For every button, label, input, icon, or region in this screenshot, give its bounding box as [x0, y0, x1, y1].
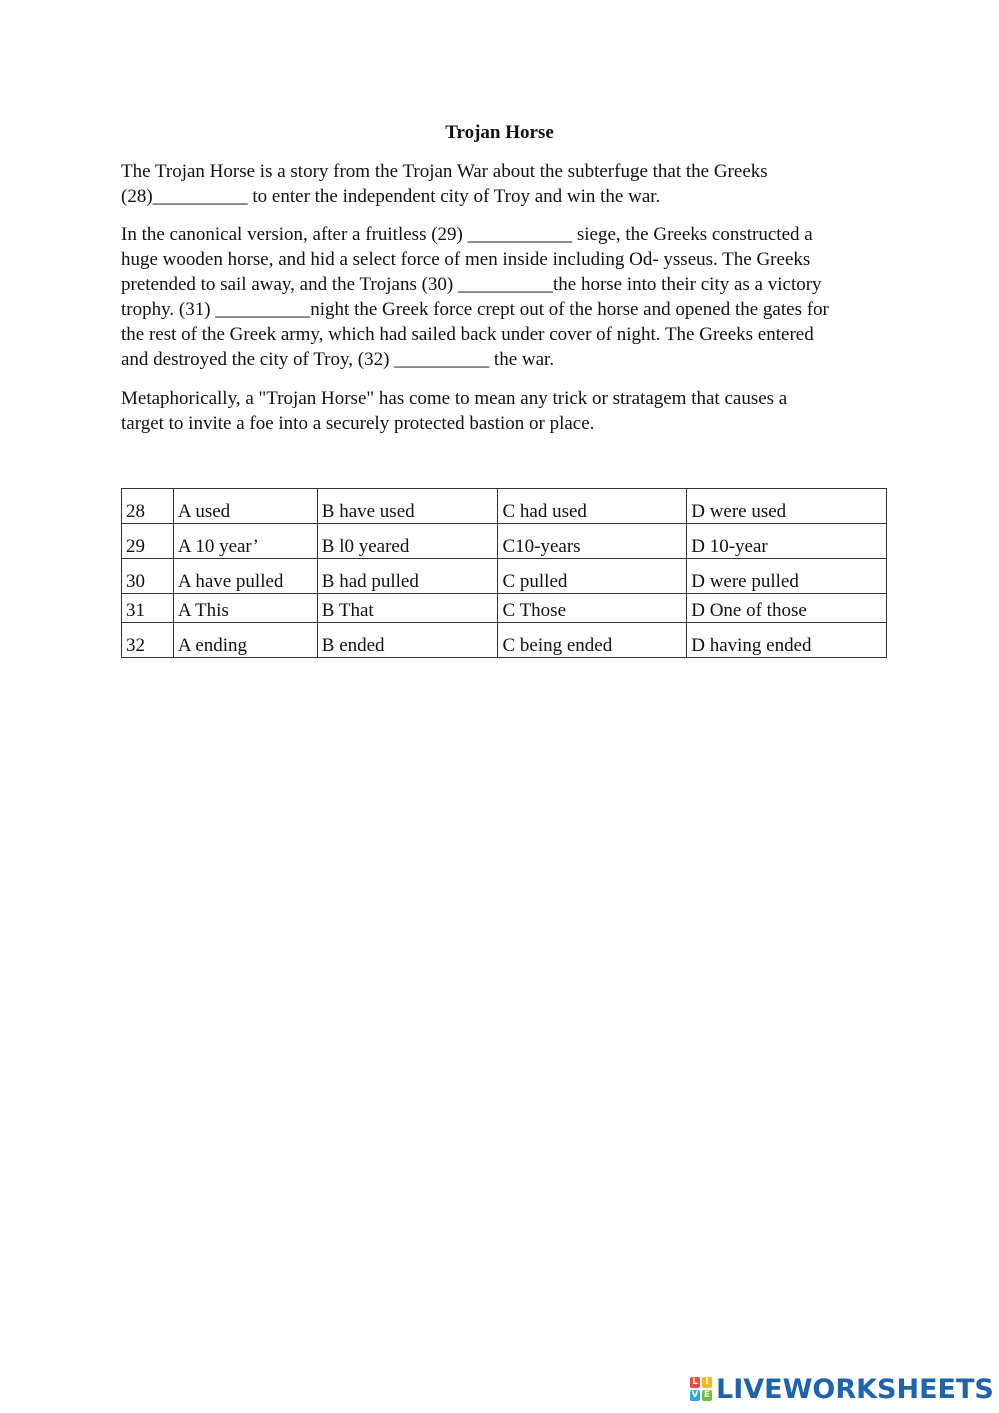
- option-d: D having ended: [687, 623, 887, 658]
- option-c: C being ended: [498, 623, 687, 658]
- option-d: D were pulled: [687, 559, 887, 594]
- text-line: pretended to sail away, and the Trojans (30) __________the horse into their city as a victory: [121, 274, 822, 295]
- table-row: [122, 623, 887, 658]
- option-a: A This: [173, 594, 317, 623]
- option-a: A ending: [173, 623, 317, 658]
- question-number: 30: [122, 559, 174, 594]
- paragraph-canonical-version: [121, 222, 881, 372]
- text-line: huge wooden horse, and hid a select force of men inside including Od- ysseus. The Greeks: [121, 249, 811, 270]
- question-number: 29: [122, 524, 174, 559]
- option-c: C Those: [498, 594, 687, 623]
- logo-mark-icon: [690, 1377, 712, 1401]
- paragraph-intro: [121, 159, 881, 209]
- option-c: C had used: [498, 489, 687, 524]
- option-c: C pulled: [498, 559, 687, 594]
- text-line: trophy. (31) __________night the Greek force crept out of the horse and opened the gates for: [121, 299, 829, 320]
- option-b: B have used: [317, 489, 498, 524]
- table-row: [122, 594, 887, 623]
- text-line: Metaphorically, a "Trojan Horse" has come to mean any trick or stratagem that causes a: [121, 388, 788, 409]
- table-row: [122, 489, 887, 524]
- text-line: (28)__________ to enter the independent city of Troy and win the war.: [121, 186, 661, 207]
- option-c: C10-years: [498, 524, 687, 559]
- logo-letter: V: [691, 1390, 699, 1400]
- table-row: [122, 559, 887, 594]
- text-line: target to invite a foe into a securely protected bastion or place.: [121, 413, 595, 434]
- question-number: 28: [122, 489, 174, 524]
- option-a: A used: [173, 489, 317, 524]
- page-title: Trojan Horse: [445, 122, 554, 143]
- option-d: D 10-year: [687, 524, 887, 559]
- text-line: the rest of the Greek army, which had sailed back under cover of night. The Greeks entered: [121, 324, 814, 345]
- option-b: B ended: [317, 623, 498, 658]
- option-d: D were used: [687, 489, 887, 524]
- answer-options-table: [121, 488, 887, 658]
- text-line: The Trojan Horse is a story from the Trojan War about the subterfuge that the Greeks: [121, 161, 768, 182]
- option-b: B l0 yeared: [317, 524, 498, 559]
- table-row: [122, 524, 887, 559]
- option-a: A 10 year’: [173, 524, 317, 559]
- option-b: B That: [317, 594, 498, 623]
- option-d: D One of those: [687, 594, 887, 623]
- text-line: In the canonical version, after a fruitless (29) ___________ siege, the Greeks constructed a: [121, 224, 813, 245]
- logo-letter: L: [690, 1377, 700, 1388]
- option-b: B had pulled: [317, 559, 498, 594]
- question-number: 32: [122, 623, 174, 658]
- liveworksheets-logo: [690, 1375, 994, 1403]
- question-number: 31: [122, 594, 174, 623]
- text-line: and destroyed the city of Troy, (32) __________ the war.: [121, 349, 555, 370]
- logo-letter: I: [702, 1377, 712, 1388]
- logo-text: LIVEWORKSHEETS: [716, 1373, 994, 1405]
- logo-letter: E: [703, 1390, 711, 1400]
- option-a: A have pulled: [173, 559, 317, 594]
- paragraph-metaphor: [121, 386, 881, 436]
